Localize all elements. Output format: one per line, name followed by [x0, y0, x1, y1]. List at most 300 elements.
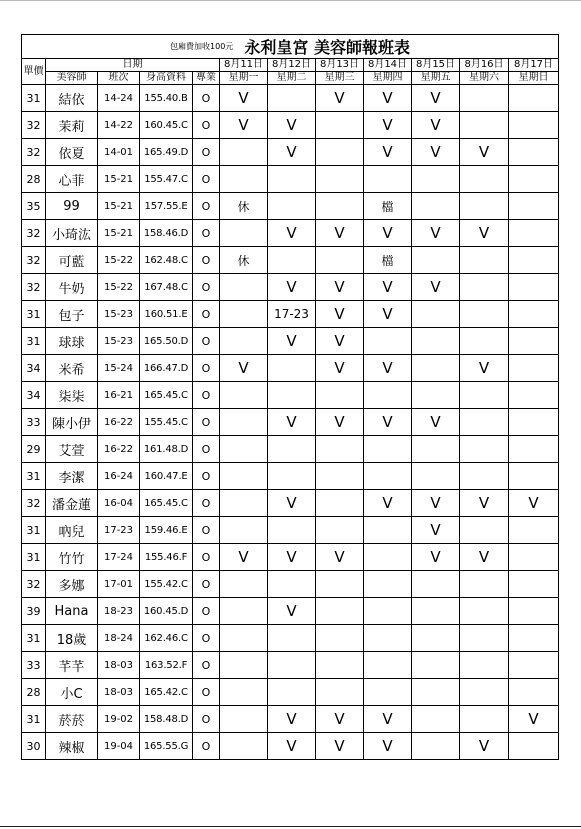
price-cell: 28: [22, 166, 46, 193]
profile-cell: 160.47.E: [140, 463, 193, 490]
table-row: [22, 301, 559, 328]
table-row: [22, 409, 559, 436]
day-cell: [509, 220, 559, 247]
price-cell: 35: [22, 193, 46, 220]
day-cell: [509, 544, 559, 571]
day-cell: [509, 274, 559, 301]
day-cell: [220, 598, 268, 625]
name-cell: 米希: [46, 355, 98, 382]
day-cell: [509, 517, 559, 544]
table-row: [22, 598, 559, 625]
pro-cell: O: [193, 490, 220, 517]
weekday-header: 星期四: [364, 72, 412, 85]
name-cell: 可藍: [46, 247, 98, 274]
day-cell: [412, 382, 460, 409]
name-cell: 艾萱: [46, 436, 98, 463]
day-cell: [460, 706, 509, 733]
day-cell: [316, 571, 364, 598]
date-header: 日期: [46, 59, 220, 72]
day-cell: V: [316, 220, 364, 247]
pro-cell: O: [193, 247, 220, 274]
shift-cell: 15-23: [98, 301, 140, 328]
price-cell: 29: [22, 436, 46, 463]
day-cell: [460, 85, 509, 112]
table-row: [22, 436, 559, 463]
day-cell: V: [268, 328, 316, 355]
shift-cell: 15-21: [98, 220, 140, 247]
profile-cell: 157.55.E: [140, 193, 193, 220]
day-cell: V: [316, 85, 364, 112]
day-cell: [220, 571, 268, 598]
day-cell: [460, 112, 509, 139]
table-row: [22, 463, 559, 490]
day-cell: [460, 193, 509, 220]
day-cell: [268, 463, 316, 490]
pro-cell: O: [193, 679, 220, 706]
price-cell: 34: [22, 355, 46, 382]
day-date-header: 8月14日: [364, 59, 412, 72]
profile-cell: 163.52.F: [140, 652, 193, 679]
profile-cell: 160.45.C: [140, 112, 193, 139]
day-cell: V: [412, 220, 460, 247]
day-cell: [220, 733, 268, 760]
shift-cell: 15-23: [98, 328, 140, 355]
day-cell: [220, 490, 268, 517]
profile-cell: 166.47.D: [140, 355, 193, 382]
day-cell: [316, 625, 364, 652]
table-row: [22, 247, 559, 274]
name-header: 美容師: [46, 72, 98, 85]
day-cell: [509, 679, 559, 706]
weekday-header: 星期三: [316, 72, 364, 85]
day-cell: [316, 652, 364, 679]
price-cell: 32: [22, 274, 46, 301]
table-row: [22, 706, 559, 733]
day-cell: V: [316, 733, 364, 760]
day-cell: V: [364, 220, 412, 247]
profile-cell: 167.48.C: [140, 274, 193, 301]
day-date-header: 8月16日: [460, 59, 509, 72]
profile-cell: 165.50.D: [140, 328, 193, 355]
day-cell: V: [460, 220, 509, 247]
name-cell: 吶兒: [46, 517, 98, 544]
name-cell: 包子: [46, 301, 98, 328]
day-cell: V: [220, 355, 268, 382]
pro-cell: O: [193, 436, 220, 463]
day-cell: V: [268, 544, 316, 571]
name-cell: 李潔: [46, 463, 98, 490]
day-cell: [268, 193, 316, 220]
shift-cell: 18-24: [98, 625, 140, 652]
day-cell: [316, 598, 364, 625]
table-row: [22, 274, 559, 301]
table-row: [22, 517, 559, 544]
day-cell: V: [316, 301, 364, 328]
day-cell: V: [268, 733, 316, 760]
price-cell: 33: [22, 652, 46, 679]
table-row: [22, 139, 559, 166]
shift-cell: 14-22: [98, 112, 140, 139]
day-cell: [220, 625, 268, 652]
price-cell: 31: [22, 301, 46, 328]
day-cell: [268, 166, 316, 193]
day-cell: V: [412, 490, 460, 517]
name-cell: 牛奶: [46, 274, 98, 301]
shift-cell: 18-23: [98, 598, 140, 625]
table-row: [22, 382, 559, 409]
weekday-header: 星期二: [268, 72, 316, 85]
profile-cell: 155.42.C: [140, 571, 193, 598]
shift-header: 班次: [98, 72, 140, 85]
shift-cell: 18-03: [98, 679, 140, 706]
day-cell: [509, 193, 559, 220]
title-cell: [22, 35, 559, 59]
shift-cell: 16-04: [98, 490, 140, 517]
day-cell: [364, 517, 412, 544]
day-cell: [412, 463, 460, 490]
day-cell: [316, 382, 364, 409]
day-date-header: 8月12日: [268, 59, 316, 72]
table-row: [22, 220, 559, 247]
pro-cell: O: [193, 328, 220, 355]
day-cell: [220, 463, 268, 490]
day-cell: [509, 85, 559, 112]
day-cell: [460, 571, 509, 598]
day-cell: [460, 463, 509, 490]
day-cell: [412, 436, 460, 463]
day-cell: [412, 166, 460, 193]
pro-cell: O: [193, 85, 220, 112]
name-cell: 結依: [46, 85, 98, 112]
day-date-header: 8月17日: [509, 59, 559, 72]
day-cell: [509, 625, 559, 652]
profile-cell: 155.47.C: [140, 166, 193, 193]
table-row: [22, 112, 559, 139]
day-cell: [364, 382, 412, 409]
name-cell: 小琦汯: [46, 220, 98, 247]
day-cell: [509, 436, 559, 463]
table-row: [22, 193, 559, 220]
day-cell: [412, 625, 460, 652]
day-cell: [509, 652, 559, 679]
day-cell: [268, 247, 316, 274]
day-cell: [364, 679, 412, 706]
day-cell: [509, 166, 559, 193]
price-cell: 31: [22, 706, 46, 733]
day-cell: V: [268, 706, 316, 733]
shift-cell: 16-22: [98, 436, 140, 463]
profile-cell: 158.46.D: [140, 220, 193, 247]
day-cell: V: [220, 85, 268, 112]
day-cell: V: [316, 409, 364, 436]
day-cell: V: [316, 328, 364, 355]
day-cell: [412, 193, 460, 220]
page-title: 永利皇宮 美容師報班表: [244, 38, 410, 57]
shift-cell: 19-04: [98, 733, 140, 760]
shift-cell: 15-21: [98, 166, 140, 193]
pro-cell: O: [193, 598, 220, 625]
name-cell: 潘金蓮: [46, 490, 98, 517]
day-cell: [509, 247, 559, 274]
pro-cell: O: [193, 517, 220, 544]
day-cell: [460, 652, 509, 679]
day-cell: [412, 733, 460, 760]
day-cell: [316, 490, 364, 517]
price-cell: 33: [22, 409, 46, 436]
price-header: 單價: [22, 59, 46, 85]
price-cell: 31: [22, 463, 46, 490]
day-cell: [268, 85, 316, 112]
price-cell: 31: [22, 544, 46, 571]
table-row: [22, 328, 559, 355]
day-cell: [316, 112, 364, 139]
day-cell: 檔: [364, 247, 412, 274]
day-cell: [364, 652, 412, 679]
day-cell: [460, 247, 509, 274]
pro-cell: O: [193, 274, 220, 301]
day-cell: [460, 679, 509, 706]
day-cell: [268, 436, 316, 463]
day-cell: [412, 355, 460, 382]
table-row: [22, 679, 559, 706]
day-cell: [412, 679, 460, 706]
name-cell: 陳小伊: [46, 409, 98, 436]
day-cell: [220, 139, 268, 166]
day-cell: [509, 112, 559, 139]
day-cell: [220, 274, 268, 301]
day-cell: [364, 436, 412, 463]
shift-cell: 14-24: [98, 85, 140, 112]
profile-cell: 162.46.C: [140, 625, 193, 652]
pro-cell: O: [193, 382, 220, 409]
day-cell: [412, 652, 460, 679]
day-cell: [220, 328, 268, 355]
shift-cell: 14-01: [98, 139, 140, 166]
pro-cell: O: [193, 193, 220, 220]
day-cell: V: [364, 301, 412, 328]
profile-cell: 165.42.C: [140, 679, 193, 706]
name-cell: 柒柒: [46, 382, 98, 409]
day-cell: [220, 706, 268, 733]
profile-cell: 161.48.D: [140, 436, 193, 463]
profile-header: 身高資料: [140, 72, 193, 85]
day-cell: [460, 274, 509, 301]
day-cell: [268, 652, 316, 679]
price-cell: 31: [22, 85, 46, 112]
day-cell: V: [316, 706, 364, 733]
day-cell: [364, 571, 412, 598]
day-cell: [316, 436, 364, 463]
day-cell: V: [460, 139, 509, 166]
table-row: [22, 85, 559, 112]
day-cell: [364, 625, 412, 652]
name-cell: 菸菸: [46, 706, 98, 733]
pro-cell: O: [193, 409, 220, 436]
table-row: [22, 355, 559, 382]
name-cell: 辣椒: [46, 733, 98, 760]
day-cell: [460, 166, 509, 193]
shift-cell: 15-21: [98, 193, 140, 220]
profile-cell: 155.46.F: [140, 544, 193, 571]
day-cell: V: [460, 733, 509, 760]
table-row: [22, 544, 559, 571]
pro-cell: O: [193, 220, 220, 247]
day-cell: V: [364, 85, 412, 112]
day-cell: [412, 598, 460, 625]
day-cell: [460, 625, 509, 652]
room-fee-note: 包廂費加收100元: [170, 42, 234, 51]
price-cell: 34: [22, 382, 46, 409]
shift-cell: 19-02: [98, 706, 140, 733]
table-row: [22, 652, 559, 679]
day-cell: [268, 679, 316, 706]
pro-cell: O: [193, 652, 220, 679]
price-cell: 31: [22, 517, 46, 544]
day-cell: [268, 382, 316, 409]
day-cell: V: [412, 112, 460, 139]
day-cell: V: [412, 409, 460, 436]
name-cell: 竹竹: [46, 544, 98, 571]
pro-cell: O: [193, 166, 220, 193]
day-cell: [268, 625, 316, 652]
name-cell: 小C: [46, 679, 98, 706]
day-cell: [364, 463, 412, 490]
day-cell: V: [316, 274, 364, 301]
day-cell: V: [268, 274, 316, 301]
day-cell: V: [509, 490, 559, 517]
day-cell: V: [364, 706, 412, 733]
price-cell: 31: [22, 328, 46, 355]
profile-cell: 162.48.C: [140, 247, 193, 274]
pro-cell: O: [193, 139, 220, 166]
day-cell: [412, 247, 460, 274]
day-date-header: 8月13日: [316, 59, 364, 72]
pro-cell: O: [193, 301, 220, 328]
price-cell: 30: [22, 733, 46, 760]
profile-cell: 158.48.D: [140, 706, 193, 733]
day-cell: 休: [220, 193, 268, 220]
day-cell: [460, 598, 509, 625]
day-cell: [509, 355, 559, 382]
price-cell: 32: [22, 112, 46, 139]
day-cell: V: [268, 409, 316, 436]
day-cell: V: [268, 139, 316, 166]
profile-cell: 160.51.E: [140, 301, 193, 328]
day-cell: [316, 517, 364, 544]
pro-header: 專業: [193, 72, 220, 85]
table-row: [22, 733, 559, 760]
day-cell: V: [460, 544, 509, 571]
weekday-header: 星期一: [220, 72, 268, 85]
price-cell: 32: [22, 490, 46, 517]
day-cell: [316, 193, 364, 220]
profile-cell: 165.49.D: [140, 139, 193, 166]
day-cell: [268, 571, 316, 598]
price-cell: 32: [22, 247, 46, 274]
name-cell: 芊芊: [46, 652, 98, 679]
shift-cell: 18-03: [98, 652, 140, 679]
day-cell: [316, 139, 364, 166]
table-row: [22, 571, 559, 598]
day-cell: [364, 598, 412, 625]
shift-cell: 17-23: [98, 517, 140, 544]
day-cell: [268, 517, 316, 544]
day-cell: V: [412, 517, 460, 544]
day-cell: V: [220, 112, 268, 139]
weekday-header: 星期五: [412, 72, 460, 85]
name-cell: 心菲: [46, 166, 98, 193]
day-cell: V: [509, 706, 559, 733]
name-cell: 18歲: [46, 625, 98, 652]
pro-cell: O: [193, 706, 220, 733]
day-cell: [460, 382, 509, 409]
profile-cell: 155.40.B: [140, 85, 193, 112]
day-cell: [220, 382, 268, 409]
day-cell: [220, 220, 268, 247]
day-cell: [364, 544, 412, 571]
day-cell: [412, 706, 460, 733]
day-cell: [460, 409, 509, 436]
name-cell: Hana: [46, 598, 98, 625]
day-cell: [220, 436, 268, 463]
day-cell: V: [364, 139, 412, 166]
profile-cell: 165.45.C: [140, 490, 193, 517]
day-cell: V: [268, 112, 316, 139]
weekday-header: 星期六: [460, 72, 509, 85]
day-cell: [316, 463, 364, 490]
shift-cell: 17-01: [98, 571, 140, 598]
day-cell: V: [460, 355, 509, 382]
day-cell: [460, 436, 509, 463]
day-cell: [509, 463, 559, 490]
day-cell: [509, 571, 559, 598]
day-cell: [460, 328, 509, 355]
pro-cell: O: [193, 625, 220, 652]
day-cell: V: [412, 274, 460, 301]
name-cell: 球球: [46, 328, 98, 355]
pro-cell: O: [193, 733, 220, 760]
shift-cell: 16-24: [98, 463, 140, 490]
day-cell: [316, 679, 364, 706]
shift-cell: 16-22: [98, 409, 140, 436]
profile-cell: 159.46.E: [140, 517, 193, 544]
day-date-header: 8月11日: [220, 59, 268, 72]
day-cell: V: [268, 220, 316, 247]
price-cell: 32: [22, 571, 46, 598]
day-cell: [412, 328, 460, 355]
weekday-header: 星期日: [509, 72, 559, 85]
day-cell: [364, 166, 412, 193]
day-cell: [364, 328, 412, 355]
table-row: [22, 625, 559, 652]
price-cell: 39: [22, 598, 46, 625]
day-cell: V: [364, 409, 412, 436]
shift-cell: 17-24: [98, 544, 140, 571]
day-cell: [268, 355, 316, 382]
day-cell: [460, 517, 509, 544]
day-cell: [220, 301, 268, 328]
table-row: [22, 166, 559, 193]
bottom-rule: [0, 826, 581, 827]
day-cell: V: [364, 490, 412, 517]
pro-cell: O: [193, 571, 220, 598]
day-cell: V: [268, 598, 316, 625]
pro-cell: O: [193, 112, 220, 139]
profile-cell: 165.45.C: [140, 382, 193, 409]
day-cell: [220, 652, 268, 679]
price-cell: 32: [22, 220, 46, 247]
day-cell: V: [364, 733, 412, 760]
